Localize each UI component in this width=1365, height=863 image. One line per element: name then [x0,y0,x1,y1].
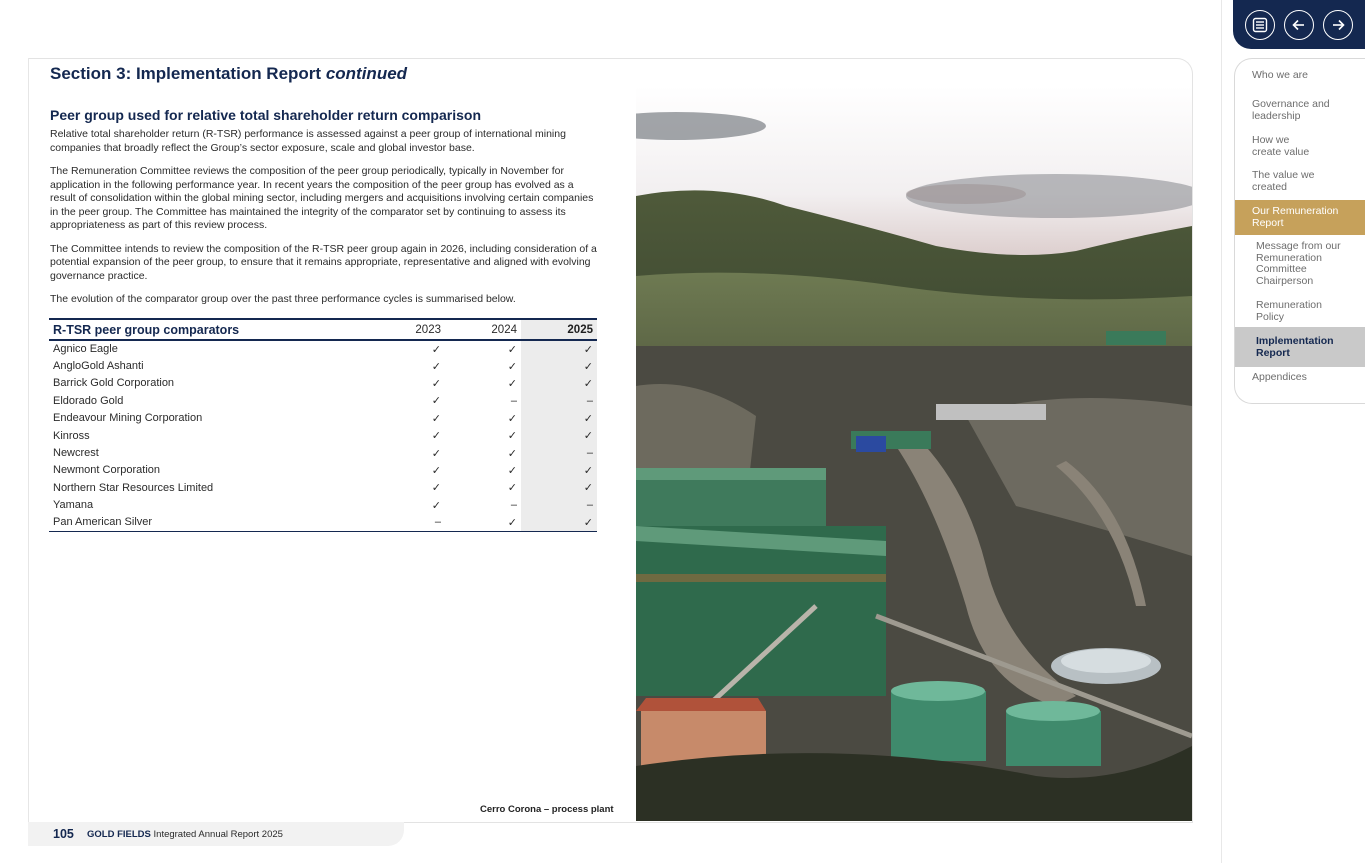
value-2024-cell: ✓ [507,464,517,477]
nav-item-remuneration-policy[interactable]: Remuneration Policy [1256,299,1322,323]
value-2023-cell: ✓ [431,447,441,460]
table-row [49,392,597,409]
paragraph-intro: Relative total shareholder return (R-TSR) performance is assessed against a peer group of international mining companies that broadly reflect the Group’s sector exposure, scale and global investor base. [50,128,566,154]
company-name-cell: Endeavour Mining Corporation [53,412,203,425]
contents-button[interactable] [1245,10,1275,40]
nav-item-implementation-report[interactable]: Implementation Report [1256,335,1334,359]
company-name-cell: Newcrest [53,447,99,460]
paragraph-summary: The evolution of the comparator group over the past three performance cycles is summarised below. [50,293,516,305]
nav-item-how-we-create-value[interactable]: How we create value [1252,134,1310,158]
value-2024-cell: – [510,394,517,407]
value-2024-cell: ✓ [507,412,517,425]
section-title-suffix: continued [325,64,408,83]
table-header-row [49,319,597,340]
process-plant-photo [636,86,1192,821]
value-2025-cell: – [521,392,597,409]
company-name-cell: Eldorado Gold [53,394,124,407]
peer-group-heading: Peer group used for relative total shareholder return comparison [50,107,481,123]
value-2023-cell: ✓ [431,360,441,373]
value-2025-cell: – [521,497,597,514]
footer-publication [87,829,283,840]
table-row [49,375,597,392]
company-name-cell: Newmont Corporation [53,464,160,477]
nav-divider [1221,0,1222,863]
nav-item-value-we-created[interactable]: The value we created [1252,169,1315,193]
previous-page-button[interactable] [1284,10,1314,40]
value-2023-cell: ✓ [431,395,441,408]
nav-item-who-we-are[interactable]: Who we are [1252,69,1309,81]
next-page-button[interactable] [1323,10,1353,40]
table-row [49,427,597,444]
paragraph-2026: The Committee intends to review the composition of the R-TSR peer group again in 2026, including consideration of a potential expansion of the peer group, to ensure that it remains appropriate, representative and aligned with evolving governance practice. [50,242,597,282]
value-2023-cell: ✓ [431,343,441,356]
value-2024-cell: ✓ [507,377,517,390]
nav-item-chairperson-message[interactable]: Message from our Remuneration Committee Chairperson [1256,240,1341,287]
value-2024-cell: – [510,499,517,512]
nav-item-remuneration-report[interactable]: Our Remuneration Report [1252,205,1339,229]
header-2025: 2025 [521,319,597,340]
header-2024: 2024 [491,323,517,336]
value-2025-cell: ✓ [521,357,597,374]
nav-item-governance[interactable]: Governance and leadership [1252,98,1330,122]
company-name-cell: Agnico Eagle [53,343,118,356]
company-name-cell: AngloGold Ashanti [53,360,144,373]
value-2025-cell: ✓ [521,340,597,357]
value-2024-cell: ✓ [507,482,517,495]
value-2024-cell: ✓ [507,343,517,356]
section-title [50,64,407,84]
company-name-cell: Kinross [53,429,90,442]
table-row [49,410,597,427]
header-comparators: R-TSR peer group comparators [53,322,240,337]
table-row [49,357,597,374]
value-2024-cell: ✓ [507,447,517,460]
section-navigation [1234,58,1365,404]
table-row [49,340,597,357]
value-2023-cell: ✓ [431,430,441,443]
contents-icon [1252,17,1268,33]
value-2025-cell: ✓ [521,514,597,531]
value-2025-cell: ✓ [521,375,597,392]
photo-caption: Cerro Corona – process plant [480,804,614,815]
section-title-text: Section 3: Implementation Report [50,64,322,83]
table-body [49,340,597,531]
arrow-left-icon [1291,17,1307,33]
table-row [49,497,597,514]
mine-landscape-image [636,86,1192,821]
value-2025-cell: ✓ [521,427,597,444]
value-2023-cell: ✓ [431,412,441,425]
value-2023-cell: – [434,516,441,529]
footer-title: Integrated Annual Report 2025 [153,829,283,840]
value-2025-cell: – [521,444,597,461]
nav-item-appendices[interactable]: Appendices [1252,371,1307,383]
value-2023-cell: ✓ [431,464,441,477]
table-row [49,479,597,496]
value-2025-cell: ✓ [521,479,597,496]
arrow-right-icon [1330,17,1346,33]
table-row [49,514,597,531]
text-column [50,107,600,317]
value-2023-cell: ✓ [431,499,441,512]
page-number: 105 [53,827,74,841]
company-name-cell: Northern Star Resources Limited [53,481,214,494]
value-2023-cell: ✓ [431,482,441,495]
value-2024-cell: ✓ [507,430,517,443]
value-2024-cell: ✓ [507,360,517,373]
paragraph-review: The Remuneration Committee reviews the composition of the peer group periodically, typically in November for application in the following performance year. In recent years the composition of the peer group has evolved as a result of consolidation within the global mining sector, including mergers and acquisitions involving certain companies in the peer group. The Committee has maintained the integrity of the comparator set by continuing to assess its appropriateness as part of this review process. [50,165,594,231]
value-2025-cell: ✓ [521,410,597,427]
company-name-cell: Yamana [53,499,94,512]
value-2023-cell: ✓ [431,377,441,390]
table-row [49,462,597,479]
header-2023: 2023 [415,323,441,336]
company-name-cell: Barrick Gold Corporation [53,377,175,390]
value-2025-cell: ✓ [521,462,597,479]
value-2024-cell: ✓ [507,516,517,529]
footer-brand: GOLD FIELDS [87,829,151,840]
company-name-cell: Pan American Silver [53,516,153,529]
nav-toolbar [1233,0,1365,49]
table-row [49,444,597,461]
peer-group-table [49,318,597,532]
